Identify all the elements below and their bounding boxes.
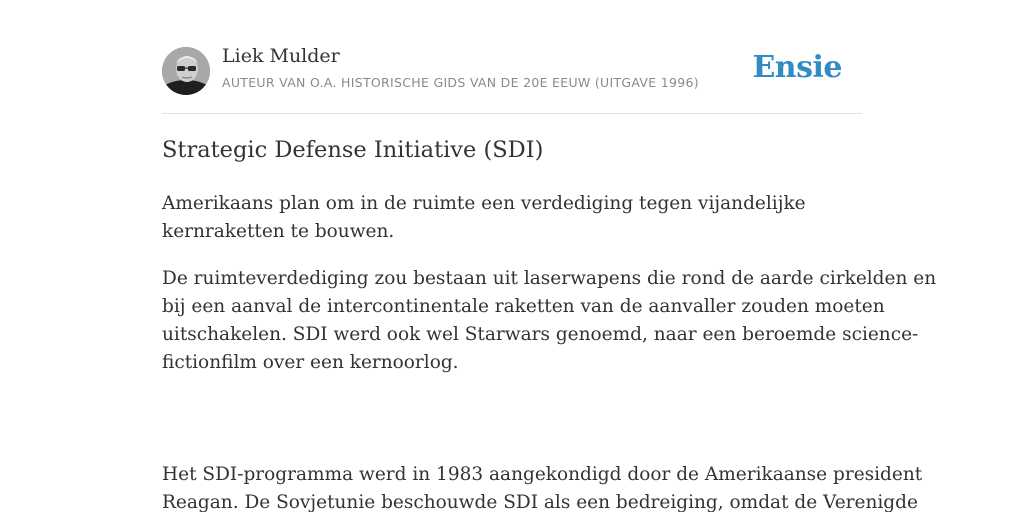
author-portrait-image — [162, 47, 210, 95]
paragraph-line: De ruimteverdediging zou bestaan uit laserwapens die rond de aarde cirkelden en — [162, 268, 937, 289]
ensie-logo[interactable]: Ensie — [752, 50, 842, 85]
paragraph-line: Het SDI-programma werd in 1983 aangekondigd door de Amerikaanse president — [162, 464, 923, 485]
author-bio: AUTEUR VAN O.A. HISTORISCHE GIDS VAN DE 20E EEUW (UITGAVE 1996) — [222, 75, 699, 90]
article-container — [162, 0, 937, 512]
paragraph-line: uitschakelen. SDI werd ook wel Starwars genoemd, naar een beroemde science- — [162, 324, 919, 345]
author-avatar[interactable] — [162, 47, 210, 95]
paragraph-2 — [162, 265, 937, 377]
paragraph-line: fictionfilm over een kernoorlog. — [162, 352, 459, 373]
paragraph-line: bij een aanval de intercontinentale raketten van de aanvaller zouden moeten — [162, 296, 885, 317]
paragraph-line: Reagan. De Sovjetunie beschouwde SDI als een bedreiging, omdat de Verenigde — [162, 492, 918, 512]
paragraph-1 — [162, 190, 872, 246]
paragraph-3 — [162, 461, 923, 512]
author-header — [162, 0, 862, 114]
author-name[interactable]: Liek Mulder — [222, 45, 340, 67]
article-title: Strategic Defense Initiative (SDI) — [162, 137, 544, 163]
paragraph-line: kernraketten te bouwen. — [162, 221, 395, 242]
paragraph-line: Amerikaans plan om in de ruimte een verdediging tegen vijandelijke — [162, 193, 806, 214]
